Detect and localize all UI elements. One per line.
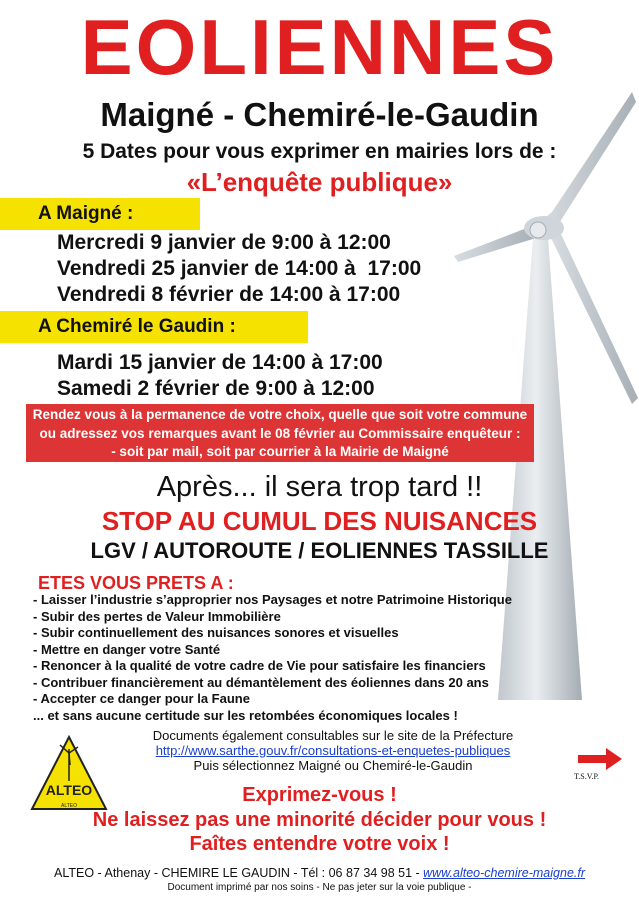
faites-callout: Faîtes entendre votre voix ! <box>189 833 450 855</box>
prefecture-link[interactable]: http://www.sarthe.gouv.fr/consultations-et-enquetes-publiques <box>155 743 511 758</box>
enquete-publique-heading: «L’enquête publique» <box>186 167 453 197</box>
date-item: Mercredi 9 janvier de 9:00 à 12:00 <box>57 231 391 254</box>
ne-laissez-callout: Ne laissez pas une minorité décider pour vous ! <box>92 809 547 831</box>
list-item: - Renoncer à la qualité de votre cadre de Vie pour satisfaire les financiers <box>33 658 486 673</box>
etes-heading: ETES VOUS PRETS A : <box>38 573 234 593</box>
notice-box <box>26 404 534 462</box>
tsvp-label: T.S.V.P. <box>574 772 600 781</box>
logo-small-text: ALTEO <box>60 803 78 809</box>
footer-note: Document imprimé par nos soins - Ne pas jeter sur la voie publique - <box>167 882 472 893</box>
website-link[interactable]: www.alteo-chemire-maigne.fr <box>423 866 585 880</box>
docs-line: Puis sélectionnez Maigné ou Chemiré-le-Gaudin <box>193 758 473 773</box>
maigne-dates-list <box>57 230 421 308</box>
contact-text: ALTEO - Athenay - CHEMIRE LE GAUDIN - Tél : 06 87 34 98 51 - <box>54 866 424 880</box>
date-item: Vendredi 25 janvier de 14:00 à 17:00 <box>57 257 422 280</box>
list-item: - Laisser l’industrie s’approprier nos Paysages et notre Patrimoine Historique <box>33 592 512 607</box>
list-item: - Contribuer financièrement au démantèlement des éoliennes dans 20 ans <box>33 674 489 690</box>
date-item: Mardi 15 janvier de 14:00 à 17:00 <box>57 351 383 374</box>
stop-heading: STOP AU CUMUL DES NUISANCES <box>101 506 538 536</box>
page-subtitle: Maigné - Chemiré-le-Gaudin <box>100 96 539 133</box>
list-item: - Mettre en danger votre Santé <box>33 641 221 657</box>
arrow-right-icon <box>578 748 622 770</box>
footer-contact <box>0 866 639 881</box>
chemire-section-label: A Chemiré le Gaudin : <box>0 311 308 343</box>
list-item: - Subir continuellement des nuisances sonores et visuelles <box>33 625 399 640</box>
date-item: Vendredi 8 février de 14:00 à 17:00 <box>57 283 401 306</box>
chemire-dates-list <box>57 350 383 402</box>
notice-line: Rendez vous à la permanence de votre choix, quelle que soit votre commune <box>32 407 528 422</box>
documents-info <box>118 728 548 773</box>
list-item: - Accepter ce danger pour la Faune <box>33 691 250 706</box>
page-title: EOLIENNES <box>80 3 559 91</box>
lgv-heading: LGV / AUTOROUTE / EOLIENNES TASSILLE <box>90 538 549 563</box>
notice-line: ou adressez vos remarques avant le 08 février au Commissaire enquêteur : <box>39 425 521 441</box>
notice-line: - soit par mail, soit par courrier à la Mairie de Maigné <box>111 444 449 459</box>
docs-line: Documents également consultables sur le site de la Préfecture <box>152 728 514 743</box>
maigne-section-label: A Maigné : <box>0 198 200 230</box>
list-item: - Subir des pertes de Valeur Immobilière <box>33 608 281 624</box>
date-item: Samedi 2 février de 9:00 à 12:00 <box>57 377 375 400</box>
exprimez-callout: Exprimez-vous ! <box>242 784 397 806</box>
intro-text: 5 Dates pour vous exprimer en mairies lors de : <box>82 140 557 163</box>
concerns-list <box>33 592 512 724</box>
list-item: ... et sans aucune certitude sur les retombées économiques locales ! <box>33 707 458 723</box>
logo-text: ALTEO <box>45 782 93 798</box>
apres-slogan: Après... il sera trop tard !! <box>156 471 483 503</box>
